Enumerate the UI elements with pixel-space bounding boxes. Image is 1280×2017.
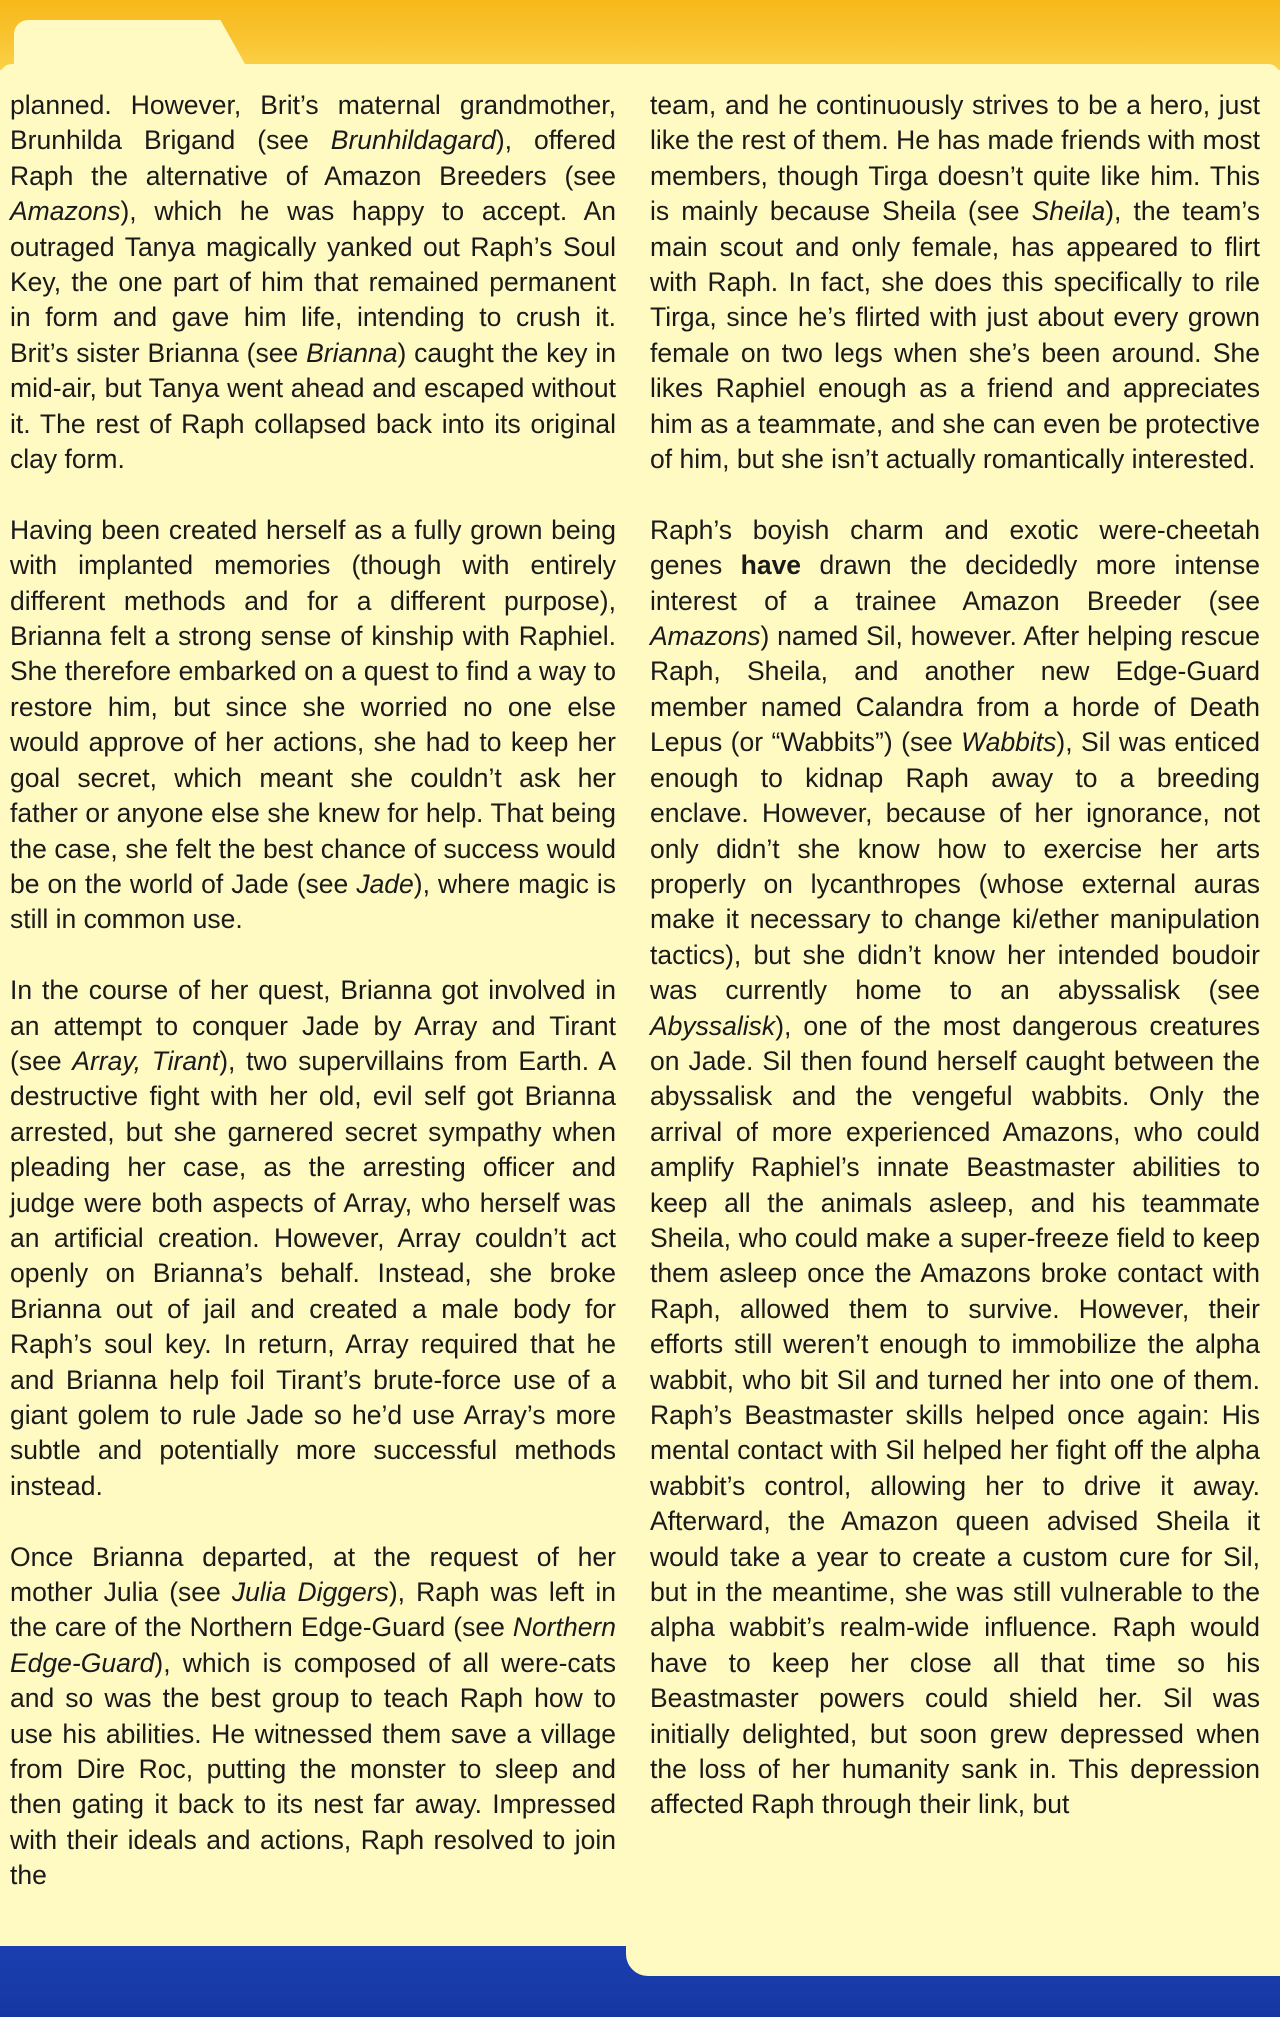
emphasis: have [740, 550, 802, 581]
cross-reference: Jade [356, 868, 414, 899]
cross-reference: Brianna [306, 337, 398, 368]
cross-reference: Abyssalisk [650, 1010, 776, 1041]
footer-tab [626, 1920, 1280, 1976]
paragraph: Raph’s boyish charm and exotic were-cheetah genes have drawn the decidedly more intense interest of a trainee Amazon Breeder (see Amazons) named Sil, however. After helping rescue Raph, Sheila, and another new Edge-Guard member named Calandra from a horde of Death Lepus (or “Wabbits”) (see Wabbits), Sil was enticed enough to kidnap Raph away to a breeding enclave. However, because of her ignorance, not only didn’t she know how to exercise her arts properly on lycanthropes (whose external auras make it necessary to change ki/ether manipulation tactics), but she didn’t know her intended boudoir was currently home to an abyssalisk (see Abyssalisk), one of the most dangerous creatures on Jade. Sil then found herself caught between the abyssalisk and the vengeful wabbits. Only the arrival of more experienced Amazons, who could amplify Raphiel’s innate Beastmaster abilities to keep all the animals asleep, and his teammate Sheila, who could make a super-freeze field to keep them asleep once the Amazons broke contact with Raph, allowed them to survive. However, their efforts still weren’t enough to immobilize the alpha wabbit, who bit Sil and turned her into one of them. Raph’s Beastmaster skills helped once again: His mental contact with Sil helped her fight off the alpha wabbit’s control, allowing her to drive it away. Afterward, the Amazon queen advised Sheila it would take a year to create a custom cure for Sil, but in the meantime, she was still vulnerable to the alpha wabbit’s realm-wide influence. Raph would have to keep her close all that time so his Beastmaster powers could shield her. Sil was initially delighted, but soon grew depressed when the loss of her humanity sank in. This depression affected Raph through their link, but [650, 514, 1260, 1820]
right-column [650, 88, 1260, 1823]
cross-reference: Brunhildagard [330, 125, 496, 156]
cross-reference: Northern Edge-Guard [10, 1612, 616, 1678]
paragraph: planned. However, Brit’s maternal grandmother, Brunhilda Brigand (see Brunhildagard), offered Raph the alternative of Amazon Breeders (see Amazons), which he was happy to accept. An outraged Tanya magically yanked out Raph’s Soul Key, the one part of him that remained permanent in form and gave him life, intending to crush it. Brit’s sister Brianna (see Brianna) caught the key in mid-air, but Tanya went ahead and escaped without it. The rest of Raph collapsed back into its original clay form. [10, 90, 617, 475]
paragraph: In the course of her quest, Brianna got involved in an attempt to conquer Jade by Array and Tirant (see Array, Tirant), two supervillains from Earth. A destructive fight with her old, evil self got Brianna arrested, but she garnered secret sympathy when pleading her case, as the arresting officer and judge were both aspects of Array, who herself was an artificial creation. However, Array couldn’t act openly on Brianna’s behalf. Instead, she broke Brianna out of jail and created a male body for Raph’s soul key. In return, Array required that he and Brianna help foil Tirant’s brute-force use of a giant golem to rule Jade so he’d use Array’s more subtle and potentially more successful methods instead. [10, 975, 617, 1501]
cross-reference: Amazons [10, 196, 121, 227]
cross-reference: Sheila [1031, 196, 1106, 227]
paragraph: team, and he continuously strives to be a hero, just like the rest of them. He has made friends with most members, though Tirga doesn’t quite like him. This is mainly because Sheila (see Sheila), the team’s main scout and only female, has appeared to flirt with Raph. In fact, she does this specifically to rile Tirga, since he’s flirted with just about every grown female on two legs when she’s been around. She likes Raphiel enough as a friend and appreciates him as a teammate, and she can even be protective of him, but she isn’t actually romantically interested. [650, 90, 1261, 475]
cross-reference: Julia Diggers [231, 1577, 389, 1608]
paragraph: Having been created herself as a fully grown being with implanted memories (though with entirely different methods and for a different purpose), Brianna felt a strong sense of kinship with Raphiel. She therefore embarked on a quest to find a way to restore him, but since she worried no one else would approve of her actions, she had to keep her goal secret, which meant she couldn’t ask her father or anyone else she knew for help. That being the case, she felt the best chance of success would be on the world of Jade (see Jade), where magic is still in common use. [10, 514, 616, 935]
paragraph: Once Brianna departed, at the request of her mother Julia (see Julia Diggers), Raph was left in the care of the Northern Edge-Guard (see Northern Edge-Guard), which is composed of all were-cats and so was the best group to teach Raph how to use his abilities. He witnessed them save a village from Dire Roc, putting the monster to sleep and then gating it back to its nest far away. Impressed with their ideals and actions, Raph resolved to join the [10, 1541, 616, 1891]
left-column [10, 88, 616, 1894]
cross-reference: Amazons [650, 621, 761, 652]
cross-reference: Wabbits [961, 727, 1057, 758]
cross-reference: Array, Tirant [72, 1045, 220, 1076]
